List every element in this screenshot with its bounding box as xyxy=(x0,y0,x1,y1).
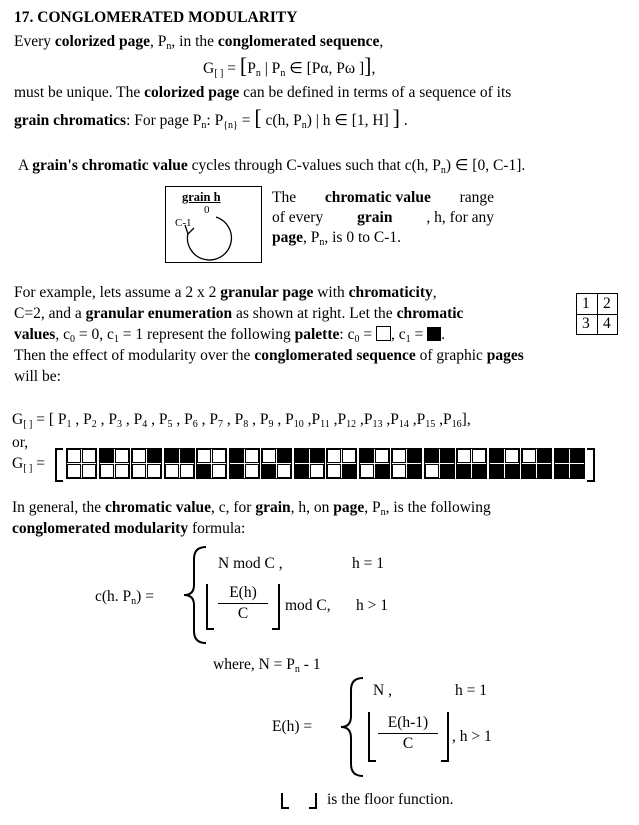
text: : P xyxy=(206,112,224,129)
grain-cell xyxy=(100,449,114,463)
term-granular-enumeration: granular enumeration xyxy=(85,305,233,322)
grain-cell xyxy=(505,464,519,478)
sequence-items xyxy=(58,411,462,428)
grid-cell-2: 2 xyxy=(603,295,611,312)
text: = xyxy=(32,455,45,472)
page-tile xyxy=(131,448,162,479)
floor-symbol-right xyxy=(309,793,317,809)
text: {n} xyxy=(223,120,238,131)
text: must be unique. The xyxy=(14,84,141,101)
grain-cell xyxy=(522,464,536,478)
text: , is 0 to C-1. xyxy=(324,229,402,246)
term-chromatic-value: chromatic value xyxy=(324,189,431,206)
term-pages: pages xyxy=(486,347,524,364)
grain-cell xyxy=(165,464,179,478)
grain-cell xyxy=(472,449,486,463)
grain-cell xyxy=(440,449,454,463)
text: The xyxy=(272,189,297,206)
grain-cell xyxy=(100,464,114,478)
grain-cell xyxy=(440,464,454,478)
text: ) ∈ [0, C-1]. xyxy=(445,157,526,174)
para-example-line4 xyxy=(14,347,524,365)
text: , xyxy=(379,33,384,50)
page-tile xyxy=(359,448,390,479)
grain-cell xyxy=(262,464,276,478)
floor-bracket-right xyxy=(441,712,449,762)
text: formula: xyxy=(188,520,246,537)
grain-cell xyxy=(262,449,276,463)
text: - 1 xyxy=(299,656,321,673)
fraction-numerator: E(h) xyxy=(229,584,257,601)
text: = xyxy=(223,60,240,77)
grain-cell xyxy=(310,449,324,463)
grain-cell xyxy=(392,449,406,463)
grain-cell xyxy=(147,449,161,463)
text: ∈ [P xyxy=(285,60,321,77)
g-symbol: G xyxy=(12,455,24,472)
separator: , xyxy=(223,411,235,428)
text: In general, the xyxy=(12,499,102,516)
grain-cell xyxy=(180,464,194,478)
separator: , xyxy=(329,411,338,428)
grain-cell xyxy=(115,464,129,478)
grain-cell xyxy=(490,449,504,463)
sequence-item: $P_{15}$ xyxy=(416,411,436,430)
grain-cell xyxy=(310,464,324,478)
sequence-item: $P_9$ xyxy=(259,411,274,430)
grain-cell xyxy=(537,464,551,478)
grain-cell xyxy=(327,449,341,463)
grid-cell-3: 3 xyxy=(582,315,590,332)
text: c(h. P xyxy=(95,588,132,605)
sequence-item: $P_2$ xyxy=(83,411,97,430)
sequence-item: $P_1$ xyxy=(57,411,72,430)
term-colorized-page: colorized page xyxy=(144,84,240,101)
grain-cell xyxy=(115,449,129,463)
text: , in the xyxy=(171,33,215,50)
separator: , xyxy=(96,411,109,428)
separator: , xyxy=(435,411,444,428)
grain-cell xyxy=(360,449,374,463)
text: ], xyxy=(461,411,471,428)
grain-cell xyxy=(555,464,569,478)
separator: , xyxy=(356,411,364,428)
text: , xyxy=(432,284,437,301)
text: = [ xyxy=(32,411,58,428)
page-tile xyxy=(391,448,422,479)
dial-description: The chromatic value range of every grain , h, for any page, $P_n$, is 0 to C-1. xyxy=(272,189,494,248)
text: = xyxy=(237,112,255,129)
formula-c-case1: N mod C , xyxy=(218,555,283,572)
para-grain-chromatic-value: A grain's chromatic value cycles through C-values such that c(h, $P_n$) ∈ [0, C-1]. xyxy=(18,157,526,176)
term-page: page xyxy=(272,229,303,246)
text: = 1 represent the following xyxy=(118,326,291,343)
sequence-item: $P_5$ xyxy=(158,411,173,430)
grain-cell xyxy=(212,464,226,478)
close-bracket xyxy=(587,448,595,482)
grid-cell-4: 4 xyxy=(603,315,611,332)
grain-cell xyxy=(457,464,471,478)
fraction-bar xyxy=(218,603,268,604)
sequence-definition: $G_{[ ]} = [P_n$ | $P_n$ ∈ [Pα, Pω ]], xyxy=(203,53,376,79)
open-bracket xyxy=(55,448,63,482)
g-symbol: G xyxy=(203,60,215,77)
page-tile xyxy=(164,448,195,479)
text: , P xyxy=(303,229,320,246)
grain-cell xyxy=(197,464,211,478)
sequence-item: $P_{14}$ xyxy=(390,411,409,430)
page-tile xyxy=(521,448,552,479)
text: Every xyxy=(14,33,52,50)
para-colorized-page: Every colorized page, $P_n$, in the conglomerated sequence, xyxy=(14,33,384,52)
floor-bracket-right xyxy=(272,584,280,630)
granular-enumeration-grid xyxy=(576,293,618,335)
page-tile xyxy=(261,448,292,479)
text: as shown at right. Let the xyxy=(232,305,393,322)
floor-note: is the floor function. xyxy=(327,791,454,808)
formula-c-case1-cond: h = 1 xyxy=(352,555,384,572)
separator: , xyxy=(248,411,260,428)
text: range xyxy=(459,189,494,206)
separator: , xyxy=(122,411,134,428)
grain-cell xyxy=(457,449,471,463)
text: cycles through C-values such that c(h, P xyxy=(191,157,441,174)
floor-symbol-left xyxy=(281,793,289,809)
grain-cell xyxy=(180,449,194,463)
grain-cell xyxy=(67,449,81,463)
text: , is the following xyxy=(385,499,491,516)
fraction-eh1-over-c xyxy=(378,714,438,753)
text: , P xyxy=(364,499,381,516)
page-tile xyxy=(294,448,325,479)
text: For example, lets assume a 2 x 2 xyxy=(14,284,217,301)
page-tile xyxy=(489,448,520,479)
text: , h, on xyxy=(290,499,330,516)
grain-cell xyxy=(277,464,291,478)
text: = xyxy=(410,326,428,343)
grain-cell xyxy=(147,464,161,478)
formula-e-case1-cond: h = 1 xyxy=(455,682,487,699)
para-general-line1: In general, the chromatic value, c, for grain, h, on page, $P_n$, is the following xyxy=(12,499,491,518)
term-chromatic: chromatic xyxy=(396,305,464,322)
dial-label: grain h xyxy=(182,190,221,204)
text: , c, for xyxy=(211,499,252,516)
text: , P xyxy=(150,33,167,50)
page-tile xyxy=(66,448,97,479)
grain-cell xyxy=(295,449,309,463)
grain-cell xyxy=(230,464,244,478)
term-chromatic-value: chromatic value xyxy=(104,499,212,516)
formula-c-case2: mod C, xyxy=(285,597,331,614)
sequence-item: $P_{10}$ xyxy=(285,411,304,430)
term-colorized-page: colorized page xyxy=(54,33,151,50)
grain-cell xyxy=(327,464,341,478)
text: c(h, P xyxy=(265,112,302,129)
grain-cell xyxy=(375,464,389,478)
text: = 0, c xyxy=(74,326,114,343)
grain-cell xyxy=(132,449,146,463)
grain-cell xyxy=(407,449,421,463)
text: P xyxy=(247,60,256,77)
grain-cell xyxy=(392,464,406,478)
cycle-arrow-icon xyxy=(166,187,261,262)
page-tile xyxy=(229,448,260,479)
grain-cell xyxy=(245,449,259,463)
separator: , xyxy=(197,411,210,428)
formula-e-case1: N , xyxy=(373,682,392,699)
graphic-sequence-label xyxy=(12,455,45,474)
term-chromaticity: chromaticity xyxy=(348,284,433,301)
text: with xyxy=(317,284,345,301)
text: of graphic xyxy=(419,347,483,364)
sequence-item: $P_{11}$ xyxy=(311,411,330,430)
grain-dial-diagram xyxy=(165,186,262,263)
sequence-item: $P_6$ xyxy=(184,411,198,430)
text: ) | h ∈ [1, H] xyxy=(306,112,389,129)
grain-cell xyxy=(342,449,356,463)
text: : c xyxy=(339,326,355,343)
text: ω xyxy=(344,60,356,77)
grain-cell xyxy=(522,449,536,463)
term-conglomerated-sequence: conglomerated sequence xyxy=(217,33,380,50)
para-example-line1 xyxy=(14,284,437,302)
page-tile xyxy=(99,448,130,479)
text: , c xyxy=(55,326,70,343)
sequence-item: $P_{13}$ xyxy=(363,411,383,430)
sequence-item: $P_7$ xyxy=(209,411,224,430)
term-grain: grain xyxy=(357,209,393,226)
para-example-line2 xyxy=(14,305,463,323)
formula-e-case2: , h > 1 xyxy=(452,728,492,745)
text: Then the effect of modularity over the xyxy=(14,347,251,364)
page-tile xyxy=(554,448,585,479)
term-grain: grain xyxy=(255,499,291,516)
grain-cell xyxy=(277,449,291,463)
para-must-be-unique-line2: grain chromatics: For page $P_n$: $P_{\{n\}}$ = [ c(h, $P_n$) | h ∈ [1, H] ] . xyxy=(14,105,408,131)
g-subscript: [ ] xyxy=(23,419,33,430)
text: C=2, and a xyxy=(14,305,82,322)
dial-cmax: C-1 xyxy=(175,217,192,229)
page-tile xyxy=(456,448,487,479)
grain-cell xyxy=(407,464,421,478)
term-granular-page: granular page xyxy=(220,284,314,301)
text: of every xyxy=(272,209,324,226)
text: . xyxy=(403,112,408,129)
grain-cell xyxy=(132,464,146,478)
term-values: values xyxy=(14,326,56,343)
grain-cell xyxy=(375,449,389,463)
fraction-eh-over-c xyxy=(218,584,268,623)
separator: , xyxy=(147,411,159,428)
graphic-sequence xyxy=(55,448,597,482)
separator: , xyxy=(273,411,286,428)
fraction-bar xyxy=(378,733,438,734)
floor-bracket-left xyxy=(206,584,214,630)
term-page: page xyxy=(333,499,365,516)
grain-cell xyxy=(67,464,81,478)
page-tile xyxy=(326,448,357,479)
text: can be defined in terms of a sequence of its xyxy=(243,84,512,101)
text: , xyxy=(371,60,376,77)
grain-cell xyxy=(490,464,504,478)
bracket: ] xyxy=(364,53,372,78)
sequence-item: $P_3$ xyxy=(108,411,123,430)
bracket: [ xyxy=(254,105,262,130)
grain-cell xyxy=(342,464,356,478)
separator: , xyxy=(303,411,312,428)
grain-cell xyxy=(570,464,584,478)
grid-cell-1: 1 xyxy=(582,295,590,312)
grain-cell xyxy=(230,449,244,463)
grain-cell xyxy=(505,449,519,463)
term-palette: palette xyxy=(294,326,340,343)
bracket: ] xyxy=(392,105,400,130)
separator: , xyxy=(408,411,417,428)
text: ] xyxy=(355,60,365,77)
section-heading: 17. CONGLOMERATED MODULARITY xyxy=(14,9,298,26)
text: ) = xyxy=(136,588,154,605)
grain-cell xyxy=(165,449,179,463)
para-general-line2 xyxy=(12,520,245,538)
text: . xyxy=(441,326,445,343)
grain-cell xyxy=(570,449,584,463)
grain-cell xyxy=(472,464,486,478)
dial-zero: 0 xyxy=(204,204,210,216)
grain-cell xyxy=(360,464,374,478)
grain-cell xyxy=(295,464,309,478)
grain-cell xyxy=(425,449,439,463)
para-example-line5: will be: xyxy=(14,368,61,385)
para-must-be-unique-line1 xyxy=(14,84,511,102)
para-example-line3: values, $c_0 = 0$, $c_1 = 1$ represent the following palette: $c_0$ = , $c_1$ = . xyxy=(14,326,445,345)
formula-c-case2-cond: h > 1 xyxy=(356,597,388,614)
separator: , xyxy=(382,411,391,428)
bracket: [ xyxy=(239,53,248,78)
g-subscript: [ ] xyxy=(23,463,33,474)
grain-cell xyxy=(197,449,211,463)
text: : For page P xyxy=(126,112,202,129)
grain-cell xyxy=(82,449,96,463)
text: A xyxy=(18,157,29,174)
formula-e-lhs: E(h) = xyxy=(272,718,313,735)
sequence-list xyxy=(12,411,471,430)
grain-cell xyxy=(212,449,226,463)
grain-cell xyxy=(425,464,439,478)
where-clause: where, $N = P_n - 1$ xyxy=(213,656,321,675)
term-grain-chromatic-value: grain's chromatic value xyxy=(32,157,188,174)
term-grain-chromatics: grain chromatics xyxy=(14,112,127,129)
formula-c-lhs: c(h. $P_n$) = xyxy=(95,588,154,607)
page-tile xyxy=(196,448,227,479)
separator: , xyxy=(71,411,84,428)
grain-cell xyxy=(245,464,259,478)
text: , h, for any xyxy=(426,209,494,226)
text: | P xyxy=(260,60,281,77)
palette-white-swatch xyxy=(376,326,391,341)
sequence-item: $P_8$ xyxy=(234,411,249,430)
fraction-denominator: C xyxy=(402,735,414,752)
fraction-denominator: C xyxy=(237,605,249,622)
sequence-item: $P_{12}$ xyxy=(337,411,357,430)
g-subscript: [ ] xyxy=(214,68,224,79)
term-conglomerated-sequence: conglomerated sequence xyxy=(254,347,416,364)
fraction-numerator: E(h-1) xyxy=(387,714,429,731)
text: α xyxy=(320,60,329,77)
grain-cell xyxy=(537,449,551,463)
grain-cell xyxy=(82,464,96,478)
text: , c xyxy=(390,326,406,343)
sequence-item: $P_4$ xyxy=(133,411,148,430)
text: = xyxy=(359,326,376,343)
or-text: or, xyxy=(12,434,29,451)
floor-bracket-left xyxy=(368,712,376,762)
text: , P xyxy=(328,60,345,77)
term-conglomerated-modularity: conglomerated modularity xyxy=(12,520,189,537)
g-symbol: G xyxy=(12,411,24,428)
sequence-item: $P_{16}$ xyxy=(443,411,462,430)
palette-black-swatch xyxy=(427,327,441,341)
left-brace-icon xyxy=(337,676,367,778)
page-tile xyxy=(424,448,455,479)
separator: , xyxy=(172,411,185,428)
text: where, N = P xyxy=(213,656,295,673)
grain-cell xyxy=(555,449,569,463)
